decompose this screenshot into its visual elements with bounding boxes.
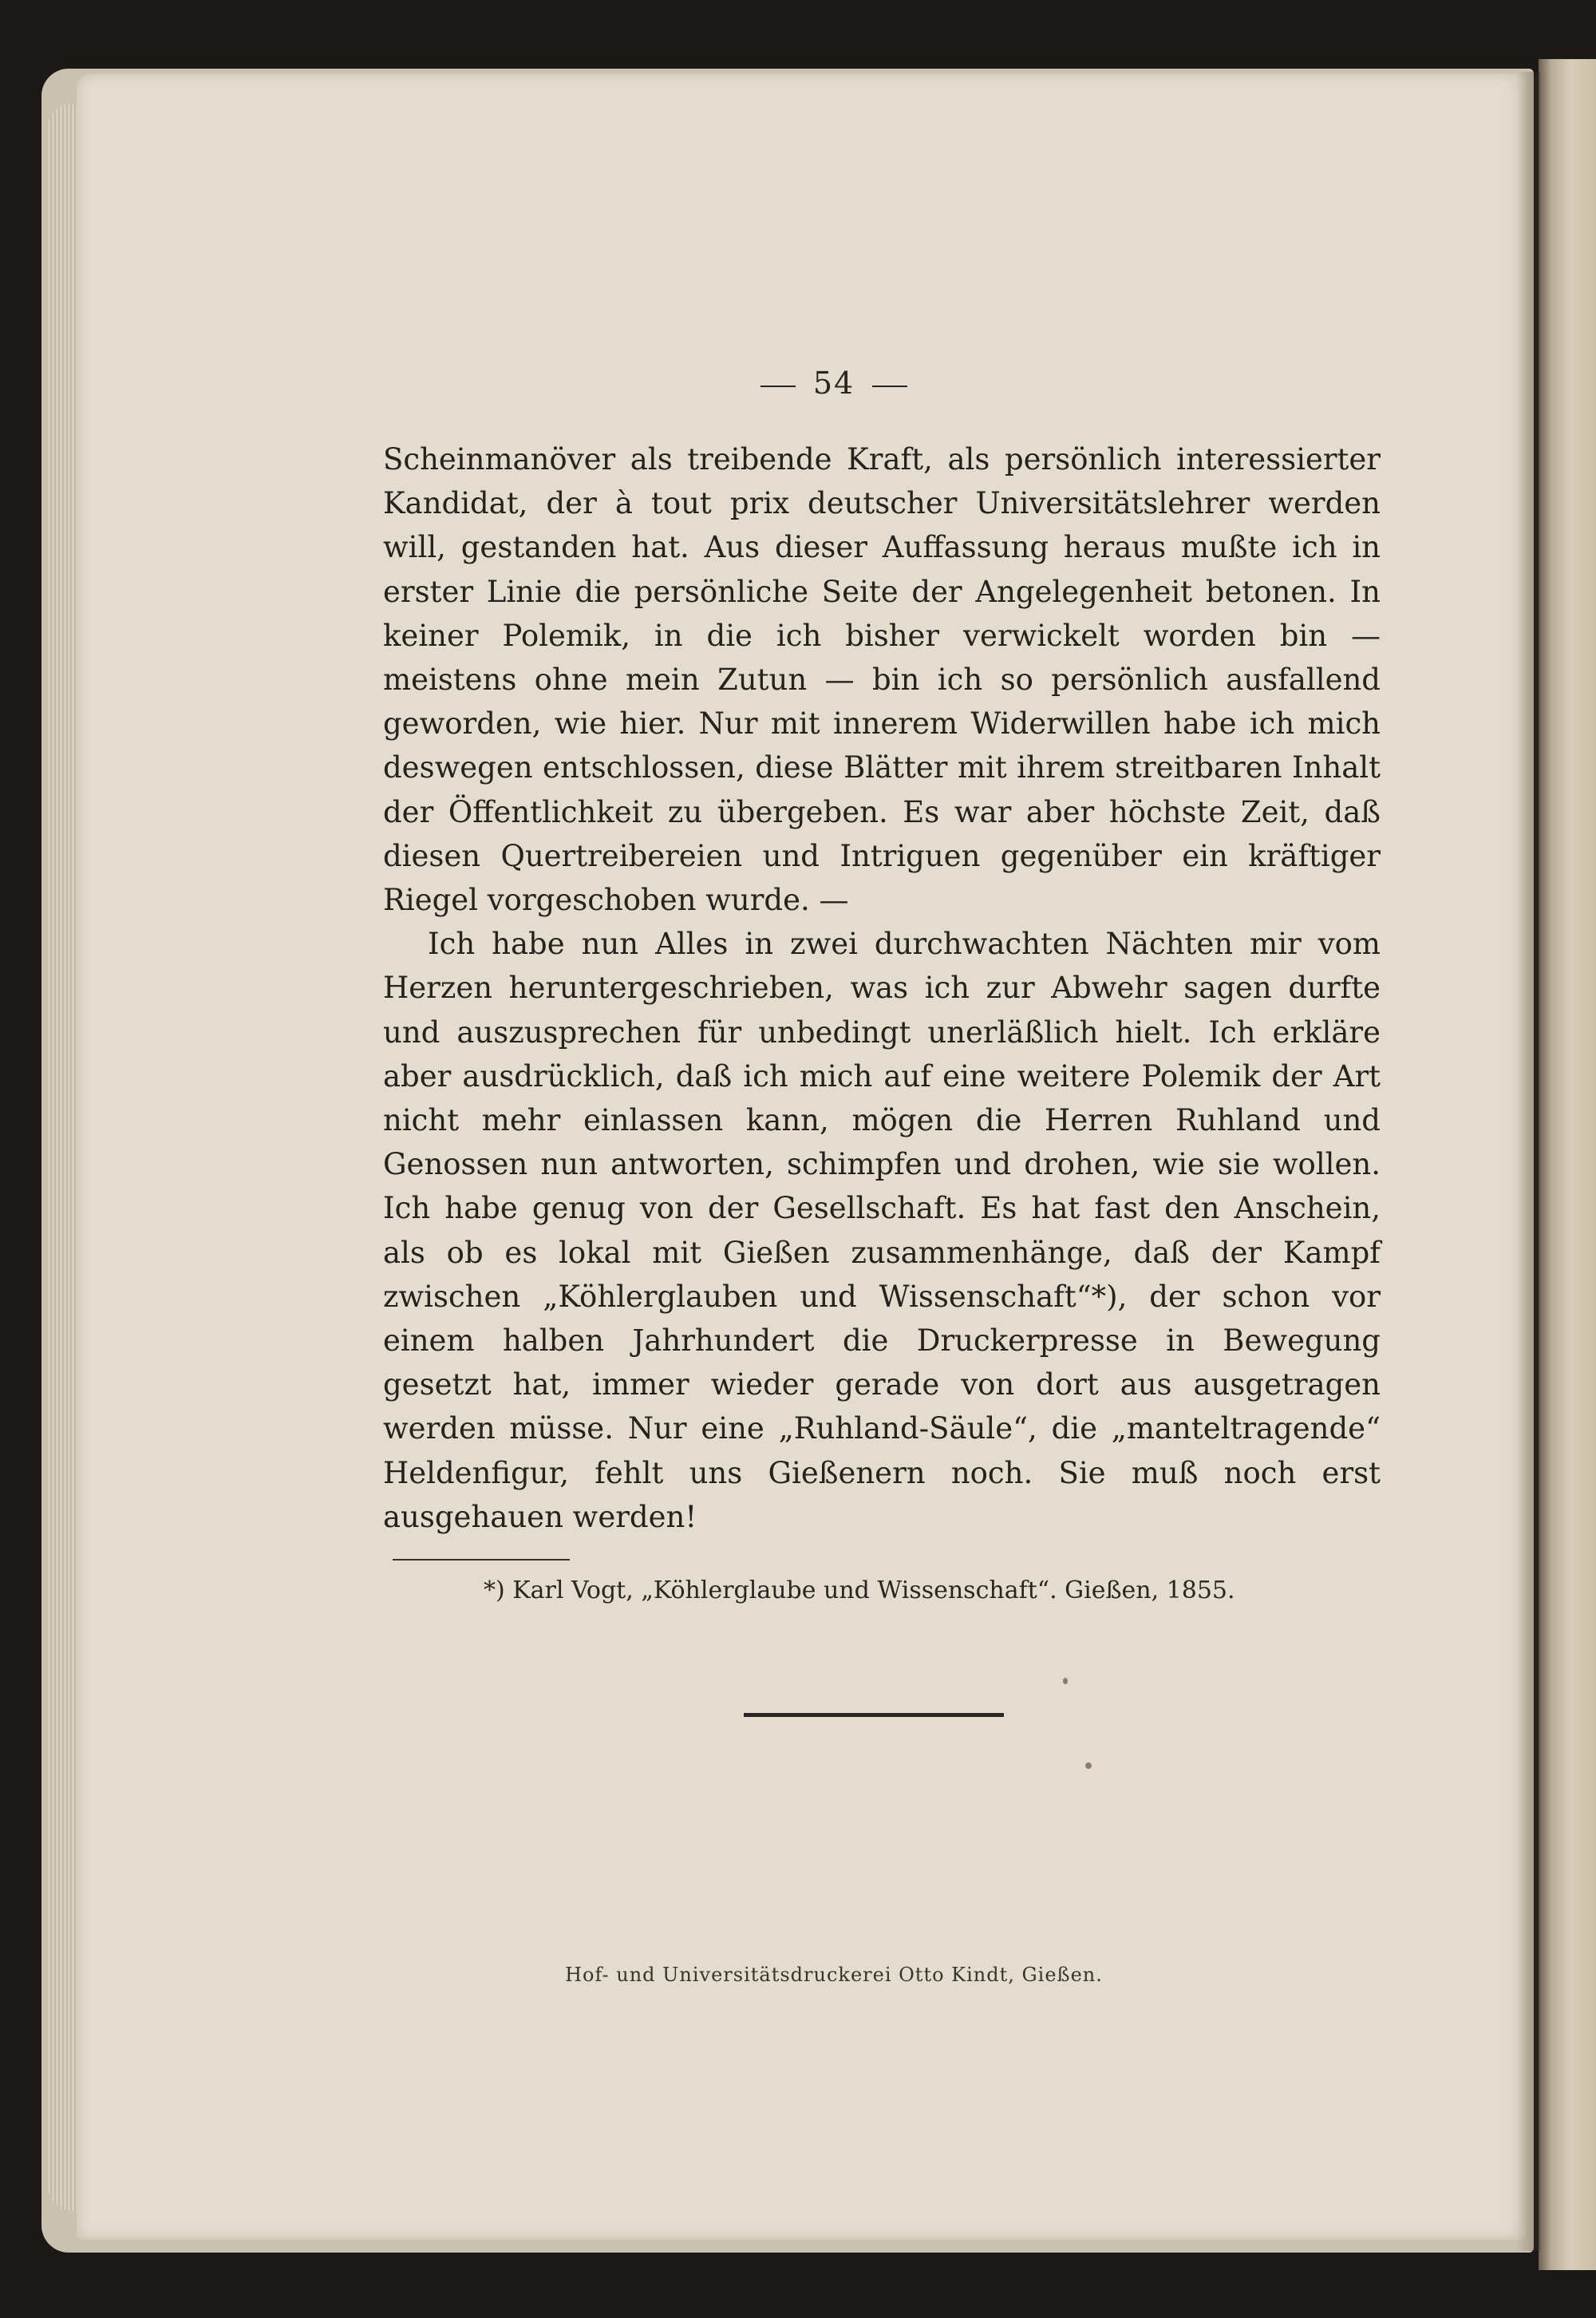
page-number-header xyxy=(0,366,1596,401)
end-rule xyxy=(744,1713,1004,1717)
body-text xyxy=(383,437,1381,1539)
paper-speck xyxy=(1085,1762,1092,1769)
page-number: 54 xyxy=(812,366,855,401)
paragraph-2: Ich habe nun Alles in zwei durchwachten Nächten mir vom Herzen heruntergeschrieben, was ich zur Abwehr sagen durfte und auszusprechen für unbedingt unerläßlich hielt. Ich erkläre aber ausdrücklich, daß ich mich auf eine weitere Polemik der Art nicht mehr einlassen kann, mögen die Herren Ruhland und Genossen nun antworten, schimpfen und drohen, wie sie wollen. Ich habe genug von der Gesellschaft. Es hat fast den Anschein, als ob es lokal mit Gießen zusammenhänge, daß der Kampf zwischen „Köhlerglauben und Wissenschaft“*), der schon vor einem halben Jahrhundert die Druckerpresse in Bewegung gesetzt hat, immer wieder gerade von dort aus ausgetragen werden müsse. Nur eine „Ruhland-Säule“, die „manteltragende“ Heldenfigur, fehlt uns Gießenern noch. Sie muß noch erst ausgehauen werden! xyxy=(383,927,1381,1534)
paragraph-1: Scheinmanöver als treibende Kraft, als persönlich interessierter Kandidat, der à tout prix deutscher Universitätslehrer werden will, gestanden hat. Aus dieser Auffassung heraus mußte ich in erster Linie die persönliche Seite der Angelegenheit betonen. In keiner Polemik, in die ich bisher verwickelt worden bin — meistens ohne mein Zutun — bin ich so persönlich ausfallend geworden, wie hier. Nur mit innerem Widerwillen habe ich mich deswegen entschlossen, diese Blätter mit ihrem streitbaren Inhalt der Öffentlichkeit zu übergeben. Es war aber höchste Zeit, daß diesen Quertreibereien und Intriguen gegenüber ein kräftiger Riegel vorgeschoben wurde. — xyxy=(383,442,1381,918)
paper-speck xyxy=(1063,1678,1068,1684)
dash-left xyxy=(760,386,796,387)
footnote-rule xyxy=(393,1559,570,1560)
dash-right xyxy=(872,386,907,387)
footnote: *) Karl Vogt, „Köhlerglaube und Wissenschaft“. Gießen, 1855. xyxy=(484,1576,1235,1604)
printer-imprint: Hof- und Universitätsdruckerei Otto Kindt, Gießen. xyxy=(565,1964,1103,1986)
